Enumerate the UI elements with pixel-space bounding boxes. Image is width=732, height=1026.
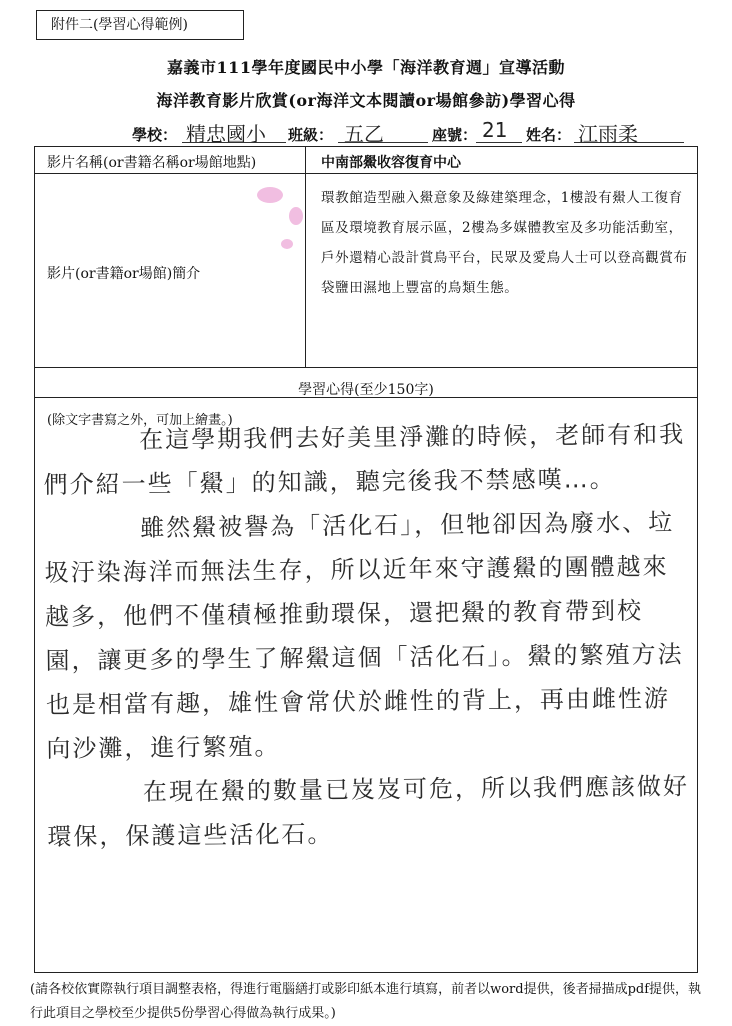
class-underline (338, 142, 428, 143)
document-subtitle: 海洋教育影片欣賞(or海洋文本閱讀or場館參訪)學習心得 (156, 91, 576, 110)
row-divider (35, 367, 697, 368)
handwritten-reflection (43, 412, 696, 859)
name-underline (574, 142, 684, 143)
intro-cell-label: 影片(or書籍or場館)簡介 (47, 266, 201, 282)
ink-stain (281, 239, 293, 249)
seat-label: 座號： (432, 126, 478, 144)
reflection-header: 學習心得(至少150字) (298, 382, 434, 398)
document-title: 嘉義市111學年度國民中小學「海洋教育週」宣導活動 (167, 58, 565, 77)
reflection-note: (除文字書寫之外，可加上繪畫。) (47, 413, 233, 428)
school-value: 精忠國小 (186, 122, 266, 146)
reflection-paragraph: 在現在鱟的數量已岌岌可危，所以我們應該做好環保，保護這些活化石。 (47, 772, 690, 851)
seat-value: 21 (482, 118, 508, 142)
name-cell-value: 中南部鱟收容復育中心 (321, 155, 461, 171)
class-label: 班級： (288, 126, 334, 144)
school-underline (182, 142, 286, 143)
footer-instructions: (請各校依實際執行項目調整表格，得進行電腦繕打或影印紙本進行填寫，前者以word提供，後者掃描成pdf提供，執行此項目之學校至少提供5份學習心得做為執行成果。) (30, 982, 702, 1021)
school-label: 學校： (132, 126, 178, 144)
class-value: 五乙 (344, 122, 384, 146)
column-divider (305, 147, 306, 367)
attachment-label: 附件二(學習心得範例) (36, 10, 244, 40)
name-label: 姓名： (526, 126, 572, 144)
ink-stain (289, 207, 303, 225)
ink-stain (257, 187, 283, 203)
reflection-paragraph: 雖然鱟被譽為「活化石」，但牠卻因為廢水、垃圾汙染海洋而無法生存，所以近年來守護鱟的團體越來越多，他們不僅積極推動環保，還把鱟的教育帶到校園，讓更多的學生了解鱟這個「活化石」。鱟的繁殖方法也是相當有趣，雄性會常伏於雌性的背上，再由雌性游向沙灘，進行繁殖。 (44, 508, 684, 763)
seat-underline (476, 142, 522, 143)
intro-cell-text: 環教館造型融入鱟意象及綠建築理念，1樓設有鱟人工復育區及環境教育展示區，2樓為多媒體教室及多功能活動室，戶外還精心設計賞鳥平台，民眾及愛鳥人士可以登高觀賞布袋鹽田濕地上豐富的鳥類生態。 (321, 190, 688, 296)
name-value: 江雨柔 (578, 122, 638, 146)
reflection-paragraph: 在這學期我們去好美里淨灘的時候，老師有和我們介紹一些「鱟」的知識，聽完後我不禁感嘆…。 (43, 420, 686, 499)
reflection-form-table (34, 146, 698, 973)
row-divider (35, 173, 697, 174)
name-cell-label: 影片名稱(or書籍名稱or場館地點) (47, 155, 257, 171)
student-info-row (0, 118, 732, 146)
